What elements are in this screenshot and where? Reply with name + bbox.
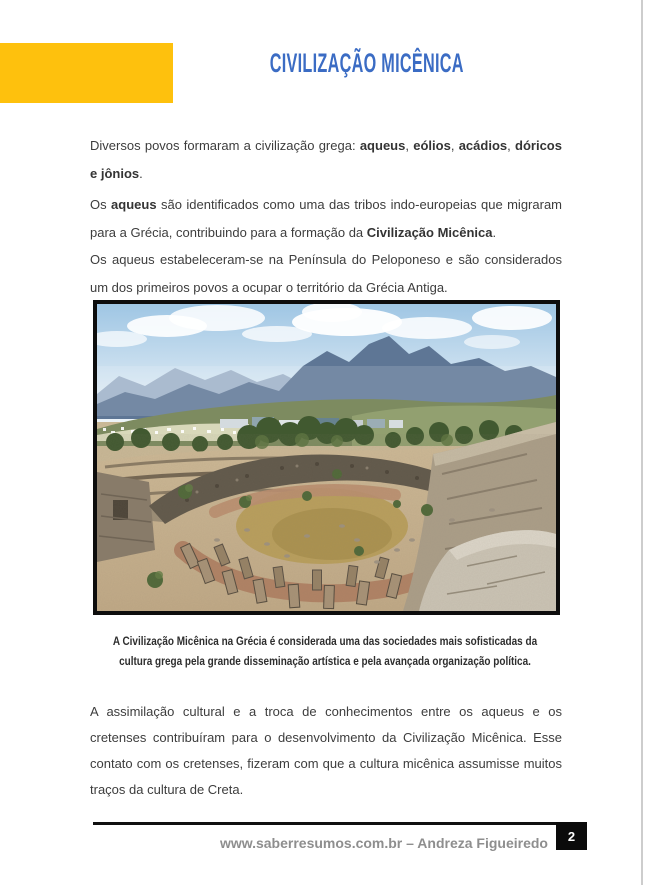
text-line: A assimilação cultural e a troca de conhecimentos entre os aqueus e os	[90, 704, 562, 719]
page-edge-line	[641, 0, 643, 885]
body-paragraph-3	[90, 246, 562, 302]
body-paragraph-4	[90, 699, 562, 803]
text-line: Os aqueus estabeleceram-se na Península do Peloponeso e são considerados	[90, 252, 562, 267]
text-line: contato com os cretenses, fizeram com que a cultura micênica assumisse muitos	[90, 756, 562, 771]
text-line: cretenses contribuíram para o desenvolvimento da Civilização Micênica. Esse	[90, 730, 562, 745]
figure-caption	[93, 631, 556, 671]
footer-rule	[93, 822, 556, 825]
text-line: Diversos povos formaram a civilização grega: aqueus, eólios, acádios, dóricos	[90, 138, 562, 153]
figure-caption-line: A Civilização Micênica na Grécia é considerada uma das sociedades mais sofisticadas da	[112, 634, 538, 648]
figure-caption-line: cultura grega pela grande disseminação artística e pela avançada organização política.	[119, 654, 531, 668]
mycenae-ruins-photo	[97, 304, 556, 611]
text-line: e jônios.	[90, 166, 143, 181]
page-title	[173, 48, 560, 78]
footer-credit: www.saberresumos.com.br – Andreza Figueiredo	[219, 835, 548, 851]
figure-frame	[93, 300, 560, 615]
text-line: Os aqueus são identificados como uma das tribos indo-europeias que migraram	[90, 197, 562, 212]
text-line: para a Grécia, contribuindo para a formação da Civilização Micênica.	[90, 225, 497, 240]
page-number-badge	[556, 822, 587, 850]
text-line: traços da cultura de Creta.	[90, 782, 244, 797]
body-paragraph-1	[90, 132, 562, 188]
page-number: 2	[567, 828, 576, 844]
body-paragraph-2	[90, 191, 562, 247]
photo-grain	[97, 434, 556, 611]
page-title-text: CIVILIZAÇÃO MICÊNICA	[269, 48, 464, 78]
text-line: um dos primeiros povos a ocupar o território da Grécia Antiga.	[90, 280, 448, 295]
yellow-accent-bar	[0, 43, 173, 103]
